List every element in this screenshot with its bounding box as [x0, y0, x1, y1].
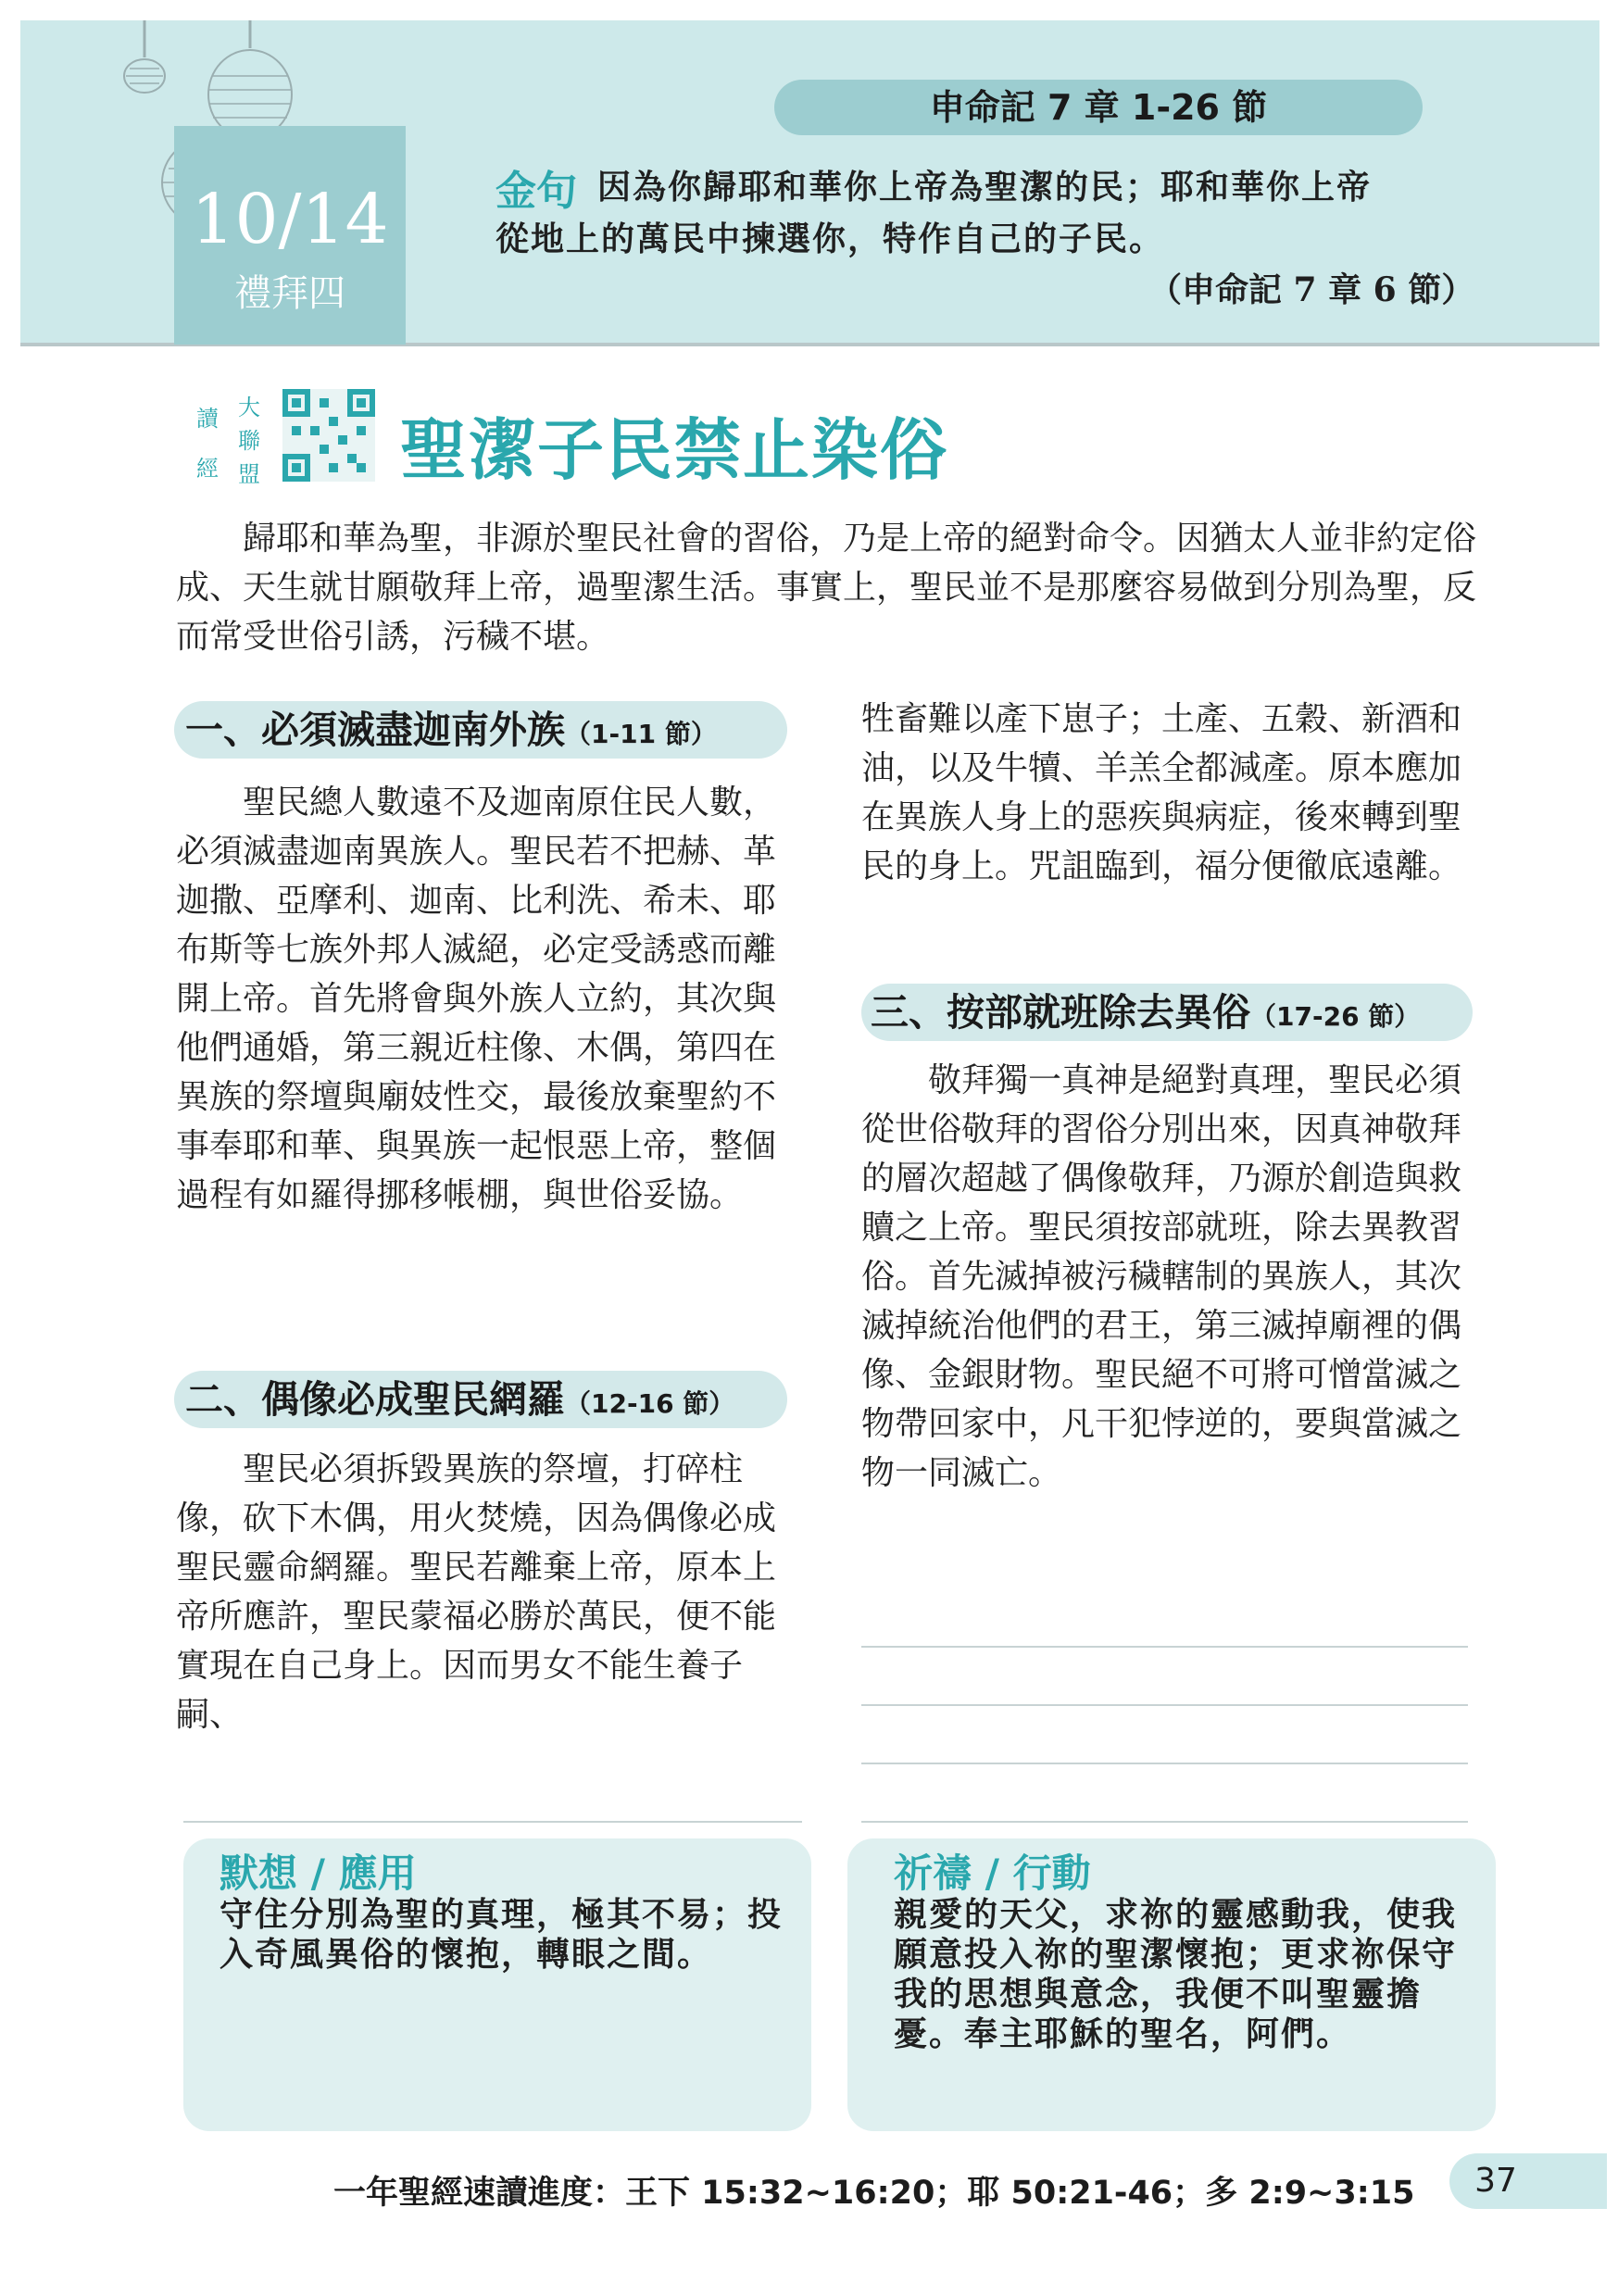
section-heading-text: 三、按部就班除去異俗 [871, 990, 1250, 1035]
section-heading-text: 二、偶像必成聖民網羅 [185, 1377, 565, 1422]
note-line [861, 1646, 1468, 1648]
side-label-char: 讀 [196, 406, 219, 432]
meditation-label: 默想 / 應用 [219, 1851, 417, 1896]
section-heading-text: 一、必須滅盡迦南外族 [185, 708, 565, 752]
side-label-char: 大 [238, 395, 260, 420]
intro-paragraph: 歸耶和華為聖，非源於聖民社會的習俗，乃是上帝的絕對命令。因猶太人並非約定俗成、天生就甘願敬拜上帝，過聖潔生活。事實上，聖民並不是那麼容易做到分別為聖，反而常受世俗引誘，污穢不堪。 [176, 520, 1477, 656]
side-label-char: 盟 [238, 461, 260, 487]
golden-verse-label: 金句 [495, 168, 577, 215]
page-title: 聖潔子民禁止染俗 [400, 410, 949, 489]
section-2-heading [185, 1371, 734, 1433]
section-verse-range: （1-11 節） [565, 719, 717, 749]
qr-code-icon[interactable] [282, 389, 375, 482]
date: 10/14 [191, 180, 389, 259]
weekday: 禮拜四 [234, 272, 345, 315]
section-verse-range: （17-26 節） [1250, 1001, 1421, 1032]
side-label-char: 經 [196, 456, 219, 482]
section-verse-range: （12-16 節） [565, 1388, 735, 1419]
section-2-body: 聖民必須拆毀異族的祭壇，打碎柱像，砍下木偶，用火焚燒，因為偶像必成聖民靈命網羅。聖民若離棄上帝，原本上帝所應許，聖民蒙福必勝於萬民，便不能實現在自己身上。因而男女不能生養子嗣、 [176, 1450, 777, 1734]
reading-progress: 一年聖經速讀進度：王下 15:32~16:20；耶 50:21-46；多 2:9~3:15 [333, 2175, 1415, 2212]
prayer-label: 祈禱 / 行動 [894, 1851, 1091, 1896]
golden-verse-line-2: 從地上的萬民中揀選你，特作自己的子民。 [495, 220, 1165, 258]
note-line [861, 1763, 1468, 1764]
section-1-body: 聖民總人數遠不及迦南原住民人數，必須滅盡迦南異族人。聖民若不把赫、革迦撒、亞摩利、迦南、比利洗、希未、耶布斯等七族外邦人滅絕，必定受誘惑而離開上帝。首先將會與外族人立約，其次與他們通婚，第三親近柱像、木偶，第四在異族的祭壇與廟妓性交，最後放棄聖約不事奉耶和華、與異族一起恨惡上帝，整個過程有如羅得挪移帳棚，與世俗妥協。 [176, 784, 777, 1214]
section-2-body-continued: 牲畜難以產下崽子；土產、五穀、新酒和油，以及牛犢、羊羔全都減產。原本應加在異族人身上的惡疾與病症，後來轉到聖民的身上。咒詛臨到，福分便徹底遠離。 [861, 700, 1462, 885]
golden-verse-reference: （申命記 7 章 6 節） [1148, 270, 1475, 309]
section-3-body: 敬拜獨一真神是絕對真理，聖民必須從世俗敬拜的習俗分別出來，因真神敬拜的層次超越了偶像敬拜，乃源於創造與救贖之上帝。聖民須按部就班，除去異教習俗。首先滅掉被污穢轄制的異族人，其次滅掉統治他們的君王，第三滅掉廟裡的偶像、金銀財物。聖民絕不可將可憎當滅之物帶回家中，凡干犯悖逆的，要與當滅之物一同滅亡。 [861, 1061, 1462, 1492]
meditation-text: 守住分別為聖的真理，極其不易；投入奇風異俗的懷抱，轉眼之間。 [219, 1895, 784, 1974]
side-label-char: 聯 [238, 428, 260, 454]
golden-verse-line-1: 因為你歸耶和華你上帝為聖潔的民；耶和華你上帝 [597, 168, 1373, 207]
section-1-heading [185, 701, 717, 763]
note-line [861, 1704, 1468, 1706]
section-3-heading [871, 984, 1420, 1046]
scripture-range: 申命記 7 章 1-26 節 [929, 87, 1268, 128]
prayer-text: 親愛的天父，求祢的靈感動我，使我願意投入祢的聖潔懷抱；更求祢保守我的思想與意念，我便不叫聖靈擔憂。奉主耶穌的聖名，阿們。 [894, 1895, 1458, 2053]
divider [861, 1821, 1468, 1823]
divider [183, 1821, 802, 1823]
page-number: 37 [1474, 2162, 1517, 2200]
